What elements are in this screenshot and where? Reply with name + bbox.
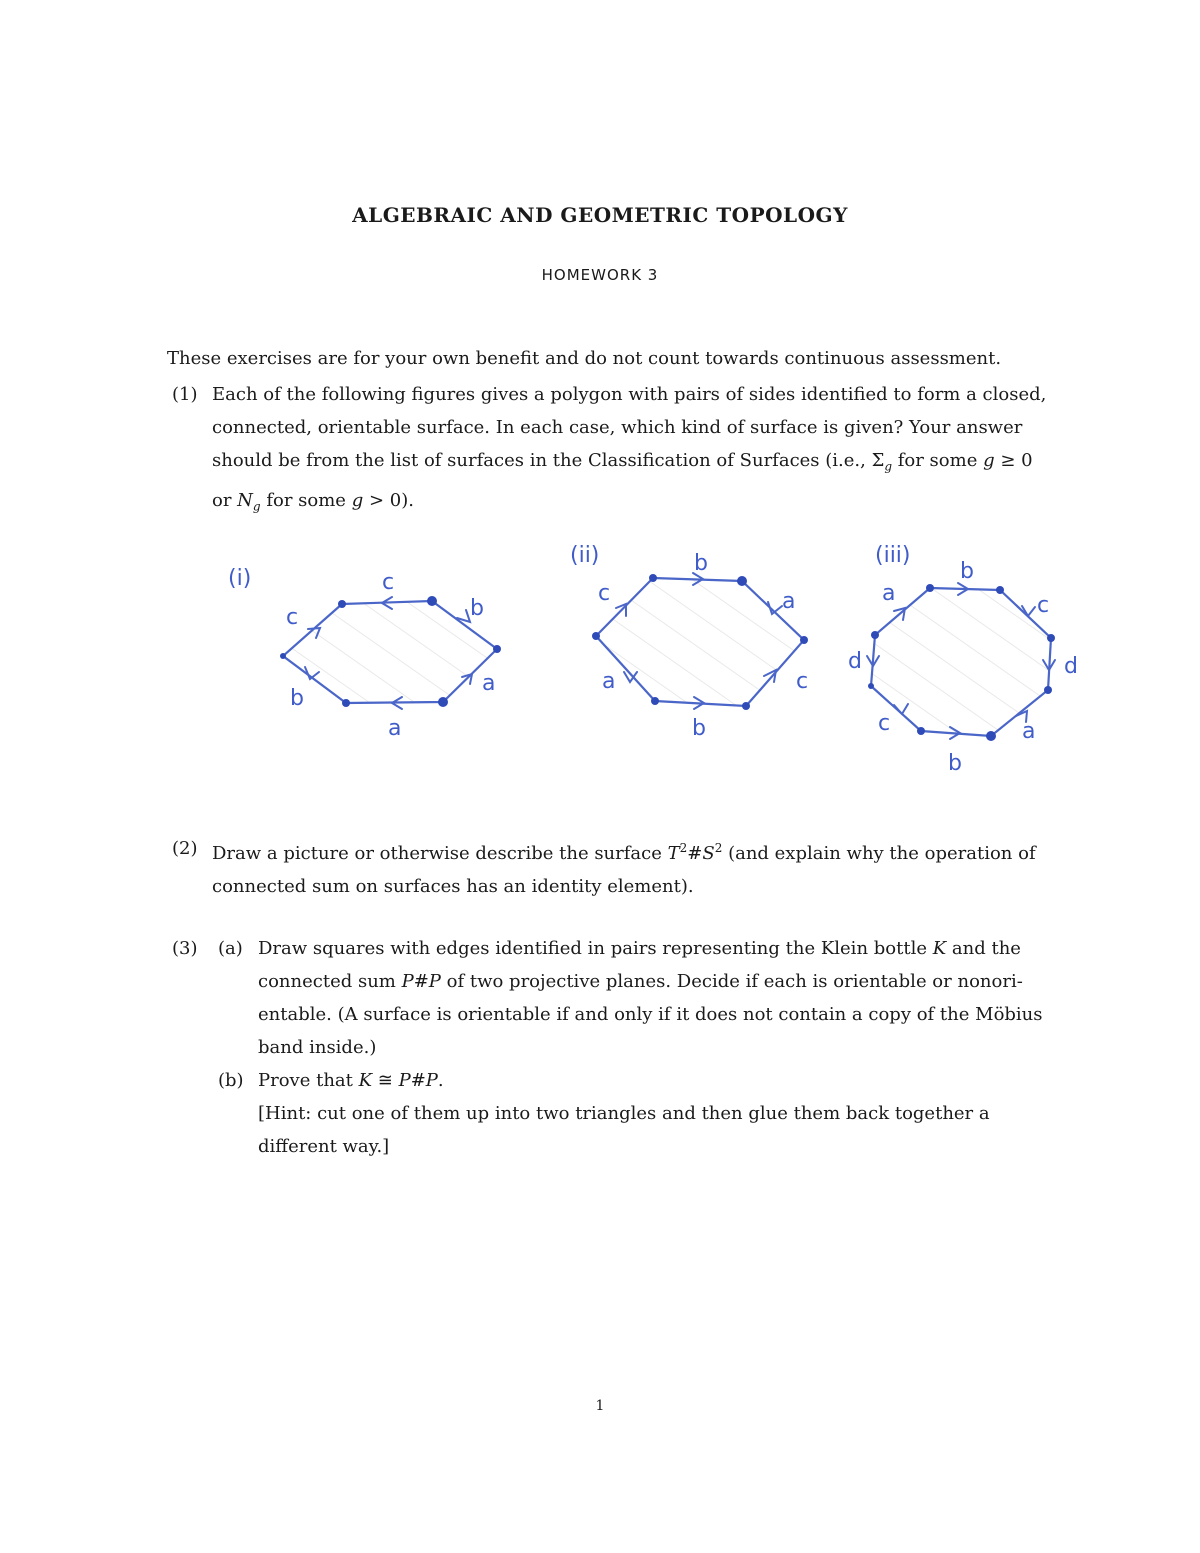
math-var: K <box>358 1070 373 1091</box>
edge-label: d <box>1064 654 1078 679</box>
superscript: 2 <box>679 841 688 855</box>
figure-iii <box>848 543 1078 776</box>
text-line: Each of the following figures gives a polygon with pairs of sides identified to form a closed, <box>212 384 1047 405</box>
question-number: (1) <box>172 384 198 405</box>
edge-label: a <box>782 589 796 614</box>
text-line: band inside.) <box>258 1037 377 1058</box>
math-var: K <box>932 938 947 959</box>
page-subtitle: HOMEWORK 3 <box>541 266 659 284</box>
hint-line: different way.] <box>258 1136 390 1157</box>
math-var: T <box>667 843 680 864</box>
edge-label: b <box>960 559 974 584</box>
edge-label: c <box>1037 593 1050 618</box>
text-span: ≅ <box>372 1070 399 1091</box>
text-line <box>212 444 1060 484</box>
math-var: P#P <box>401 971 441 992</box>
edge-label: b <box>692 716 706 741</box>
subscript: g <box>884 459 892 474</box>
text-line: connected sum on surfaces has an identity element). <box>212 876 694 897</box>
text-line <box>258 932 1060 965</box>
figure-label: (ii) <box>570 543 600 568</box>
edge-label: b <box>290 686 304 711</box>
question-number: (2) <box>172 838 198 859</box>
text-span: and the <box>946 938 1021 959</box>
math-var: P#P <box>398 1070 438 1091</box>
question-number: (3) <box>172 938 198 959</box>
text-span: Draw squares with edges identified in pairs representing the Klein bottle <box>258 938 933 959</box>
text-span: Prove that <box>258 1070 359 1091</box>
text-line: connected, orientable surface. In each case, which kind of surface is given? Your answer <box>212 417 1023 438</box>
text-span: for some <box>260 489 352 511</box>
text-span: # <box>687 843 703 864</box>
figure-i <box>228 566 501 741</box>
page-number: 1 <box>595 1398 605 1414</box>
text-line <box>212 832 1060 870</box>
question-3b-text <box>258 1064 1060 1163</box>
edge-label: c <box>878 711 891 736</box>
text-span: (and explain why the operation of <box>722 843 1036 864</box>
edge-label: a <box>882 581 896 606</box>
text-span: Draw a picture or otherwise describe the surface <box>212 843 668 864</box>
text-line <box>258 1064 1060 1097</box>
edge-label: a <box>602 669 616 694</box>
math-var: g <box>351 489 364 511</box>
superscript: 2 <box>714 841 723 855</box>
edge-label: b <box>948 751 962 776</box>
edge-label: c <box>598 581 611 606</box>
polygon-figures <box>0 530 1200 780</box>
question-1-text <box>212 378 1060 523</box>
question-2 <box>172 832 1067 902</box>
math-var: S <box>702 843 715 864</box>
edge-label: b <box>470 596 484 621</box>
edge-label: d <box>848 649 862 674</box>
text-line <box>212 484 1060 524</box>
figure-label: (i) <box>228 566 252 591</box>
text-span: connected sum <box>258 971 402 992</box>
text-line <box>258 965 1060 998</box>
edge-label: c <box>796 669 809 694</box>
question-2-text <box>212 832 1060 903</box>
text-span: . <box>437 1070 444 1091</box>
text-span: > 0). <box>363 489 414 511</box>
edge-label: a <box>1022 719 1036 744</box>
question-3 <box>172 932 1067 1172</box>
page-title: ALGEBRAIC AND GEOMETRIC TOPOLOGY <box>352 203 848 227</box>
figure-label: (iii) <box>875 543 911 568</box>
edge-label: a <box>482 671 496 696</box>
question-1 <box>172 378 1067 518</box>
edge-label: a <box>388 716 402 741</box>
subscript: g <box>252 499 261 514</box>
figure-ii <box>570 543 808 741</box>
text-span: should be from the list of surfaces in the Classification of Surfaces (i.e., Σ <box>212 450 885 471</box>
text-span: for some <box>892 450 984 471</box>
text-line: entable. (A surface is orientable if and only if it does not contain a copy of the Möbius <box>258 1004 1043 1025</box>
text-span: or <box>212 489 238 511</box>
intro-paragraph: These exercises are for your own benefit and do not count towards continuous assessment. <box>167 348 1002 369</box>
hint-line: [Hint: cut one of them up into two triangles and then glue them back together a <box>258 1103 990 1124</box>
edge-label: c <box>382 570 395 595</box>
edge-label: c <box>286 605 299 630</box>
math-var: g <box>983 450 995 471</box>
part-b-label: (b) <box>218 1070 244 1091</box>
math-var: N <box>237 489 253 511</box>
question-3a-text <box>258 932 1060 1064</box>
text-span: of two projective planes. Decide if each is orientable or nonori- <box>440 971 1023 992</box>
part-a-label: (a) <box>218 938 243 959</box>
edge-label: b <box>694 551 708 576</box>
text-span: ≥ 0 <box>994 450 1033 471</box>
